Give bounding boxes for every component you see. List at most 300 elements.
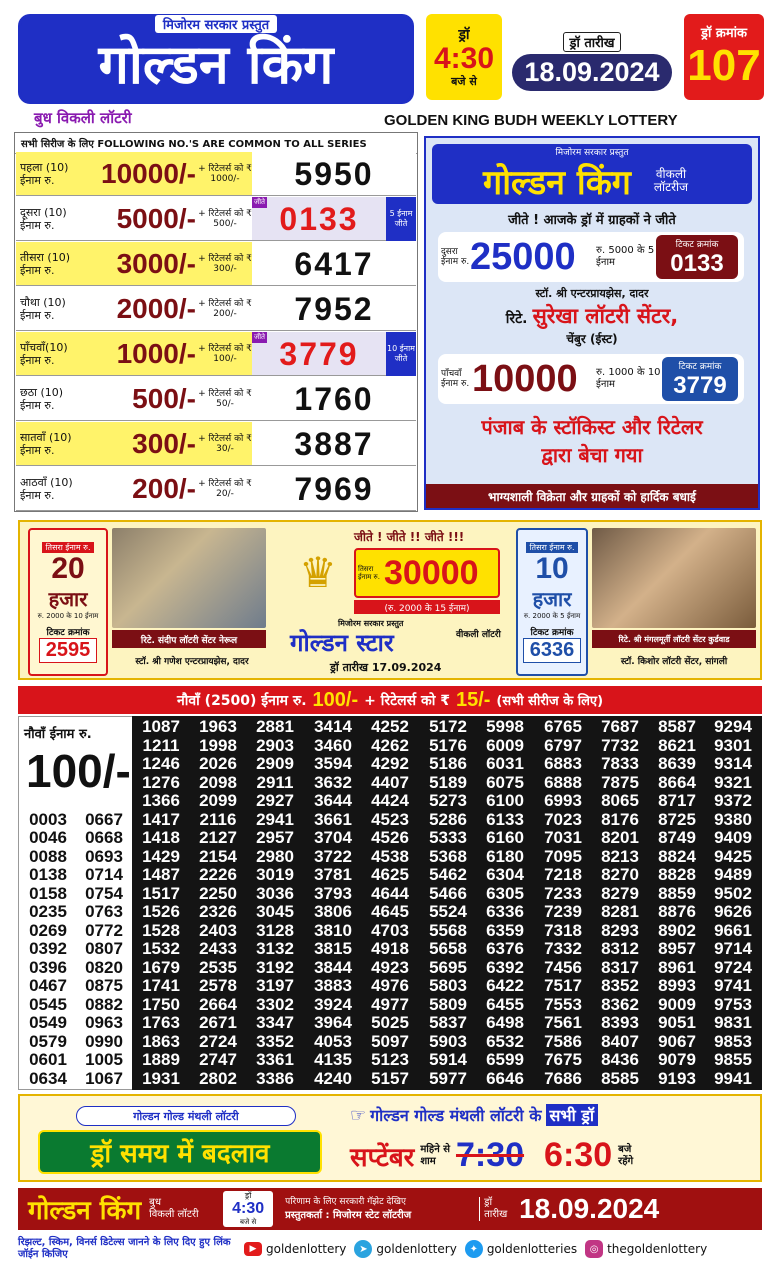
star-right-stockist: स्टॉ. किशोर लॉटरी सेंटर, सांगली [620,657,728,667]
ninth-number: 0601 [29,1050,67,1069]
ninth-number: 2026 [199,754,237,773]
footer-budh: बुध [149,1197,161,1208]
prize-number: 6417 [252,242,416,285]
ninth-number: 2154 [199,846,237,866]
footer-date-label: ड्रॉ तारीख [479,1197,513,1221]
promo-logo: गोल्डन किंग [483,162,631,203]
ninth-number: 2250 [199,883,237,903]
draw-time: 4:30 [433,42,495,75]
prize-row [16,467,416,511]
star-left-label: तिसरा ईनाम रु. [42,542,93,553]
ninth-number: 1418 [142,828,180,847]
ninth-number: 9067 [658,1031,696,1051]
ninth-number: 2941 [256,809,294,829]
ninth-number: 1741 [142,976,180,995]
ninth-number: 3036 [256,883,294,903]
draw-time-box [426,14,502,100]
gold-month: सप्टेंबर [350,1142,415,1173]
ninth-number: 6498 [486,1013,524,1032]
gold-from1: महिने से [420,1143,450,1155]
ninth-number: 9009 [658,994,696,1014]
telegram-icon: ➤ [354,1240,372,1258]
twitter-handle: goldenlotteries [486,1242,578,1256]
ninth-number: 2226 [199,865,237,884]
footer-gazette: परिणाम के लिए सरकारी गॅझेट देखिए [285,1197,406,1207]
box2-ticket: 3779 [673,371,727,399]
promo-logo-panel [432,144,752,204]
promo-weekly: वीकली लॉटरीज [653,166,689,194]
prize-label: दूसरा (10) ईनाम रु. [20,205,67,232]
draw-number: 107 [687,41,761,90]
ninth-number: 0158 [29,883,67,903]
star-right-photo [592,528,756,628]
ninth-number: 1998 [199,735,237,755]
ninth-number: 3352 [256,1031,294,1051]
ninth-number: 3302 [256,994,294,1014]
prize-row [16,377,416,421]
ninth-number: 3132 [256,939,294,958]
ninth-number: 9193 [658,1068,696,1088]
ninth-number: 7031 [544,828,582,847]
promo-footer: भाग्यशाली विक्रेता और ग्राहकों को हार्दिक बधाई [426,484,758,508]
gold-new-time: 6:30 [544,1136,613,1174]
ninth-number: 3128 [256,920,294,940]
telegram-link[interactable] [354,1240,456,1258]
ninth-number: 3045 [256,902,294,921]
gold-title: गोल्डन गोल्ड मंथली लॉटरी [76,1106,296,1126]
ninth-number: 8621 [658,735,696,755]
prize-note: 5 ईनाम जीते [386,197,416,241]
ninth-number: 5368 [429,846,467,866]
ninth-number: 2903 [256,735,294,755]
ninth-number: 8639 [658,754,696,773]
ninth-number: 0269 [29,920,67,940]
ninth-number: 2578 [199,976,237,995]
ninth-number: 1417 [142,809,180,829]
ninth-number: 0714 [85,865,123,884]
ninth-number: 3594 [314,754,352,773]
ninth-number: 3964 [314,1013,352,1032]
ninth-number: 9741 [714,976,752,995]
ninth-number: 2664 [199,994,237,1014]
ninth-number: 1931 [142,1068,180,1088]
ninth-number: 3883 [314,976,352,995]
promo-retailer-pre: रिटे. [505,311,528,327]
ninth-number: 1276 [142,772,180,792]
prize-label: तीसरा (10) ईनाम रु. [20,250,70,277]
ninth-number: 5025 [371,1013,409,1032]
ninth-banner-b: + रिटेलर्स को ₹ [364,692,450,709]
ninth-number: 8876 [658,902,696,921]
prize-amount: 200/- [132,472,196,504]
star-right-ticket: 6336 [523,638,582,663]
ninth-number: 0088 [29,846,67,866]
ninth-number: 6532 [486,1031,524,1051]
ninth-number: 6100 [486,791,524,810]
ninth-number: 3793 [314,883,352,903]
ninth-number: 0990 [85,1031,123,1051]
ninth-number: 6359 [486,920,524,940]
ninth-number: 2747 [199,1050,237,1069]
ninth-number: 9079 [658,1050,696,1069]
ninth-number: 2433 [199,939,237,958]
promo-box2 [438,354,744,404]
prize-label: पहला (10) ईनाम रु. [20,160,69,187]
ninth-number: 0549 [29,1013,67,1032]
ninth-number: 5903 [429,1031,467,1051]
footer-logo: गोल्डन किंग [28,1196,142,1226]
ninth-number: 8352 [601,976,639,995]
ninth-number: 8176 [601,809,639,829]
ninth-number: 3361 [256,1050,294,1069]
ninth-number: 9753 [714,994,752,1014]
star-right-retailer: रिटे. श्री मंगलमूर्ती लॉटरी सेंटर कुर्डवाड [592,630,756,648]
ninth-number: 7833 [601,754,639,773]
star-left-sub: रु. 2000 के 10 ईनाम [37,611,99,620]
ninth-number: 0772 [85,920,123,940]
ninth-number: 6797 [544,735,582,755]
ninth-number: 3460 [314,735,352,755]
draw-date-box [512,26,672,96]
ninth-number: 5466 [429,883,467,903]
prize-retailer: + रिटेलर्स को ₹ 1000/- [198,163,252,184]
winner-tag: जीते [254,333,265,341]
prize-label: पाँचवाँ(10) ईनाम रु. [20,340,68,367]
footer-time: 4:30 [232,1200,265,1217]
ninth-number: 5157 [371,1068,409,1088]
prize-number: 0133 [252,197,386,240]
ninth-number: 8585 [601,1068,639,1088]
ninth-number: 1517 [142,883,180,903]
star-right-ticket-label: टिकट क्रमांक [530,627,574,638]
ninth-number: 2099 [199,791,237,810]
youtube-link[interactable] [244,1242,346,1256]
prize-retailer: + रिटेलर्स को ₹ 300/- [198,253,252,274]
gold-notice [18,1094,762,1182]
star-mid-sub: (रु. 2000 के 15 ईनाम) [354,600,500,614]
ninth-label: नौवाँ ईनाम रु. [24,727,92,742]
subtitle-english: GOLDEN KING BUDH WEEKLY LOTTERY [384,112,678,129]
ninth-number: 8957 [658,939,696,958]
ninth-number: 2980 [256,846,294,866]
ninth-banner-a: नौवाँ (2500) ईनाम रु. [176,692,307,709]
ninth-number: 0875 [85,976,123,995]
ninth-number: 2535 [199,957,237,977]
ninth-number: 2802 [199,1068,237,1088]
ninth-number: 6599 [486,1050,524,1069]
ninth-number: 4923 [371,957,409,977]
star-mid-date: ड्रॉ तारीख 17.09.2024 [330,661,442,674]
golden-star-strip [18,520,762,680]
gold-stay1: बजे [618,1143,632,1155]
box2-sub: रु. 1000 के 10 ईनाम [596,367,661,390]
ninth-number: 6031 [486,754,524,773]
ninth-number: 2326 [199,902,237,921]
ninth-banner-ret: 15/- [455,688,491,711]
ninth-number: 6765 [544,717,582,736]
ninth-banner-c: (सभी सीरीज के लिए) [496,694,604,709]
footer-weekly: विकली लॉटरी [149,1209,199,1220]
star-left-badge [28,528,108,676]
ninth-number: 8393 [601,1013,639,1032]
star-left-photo [112,528,266,628]
ninth-number: 4538 [371,846,409,866]
prize-label: सातवाँ (10) ईनाम रु. [20,430,72,457]
prize-amount: 300/- [132,427,196,459]
star-left-big: 20 [51,551,85,585]
draw-time-suffix: बजे से [451,75,477,88]
ninth-number: 8270 [601,865,639,884]
ninth-number: 7561 [544,1013,582,1032]
ninth-number: 5803 [429,976,467,995]
ninth-number: 3661 [314,809,352,829]
ninth-number: 3781 [314,865,352,884]
ninth-number: 5695 [429,957,467,977]
ninth-number: 8362 [601,994,639,1014]
ninth-number: 9372 [714,791,752,810]
prize-label: चौथा (10) ईनाम रु. [20,295,66,322]
ninth-number: 8279 [601,883,639,903]
ninth-number: 4976 [371,976,409,995]
prize-number: 3887 [252,422,416,465]
ninth-number: 8993 [658,976,696,995]
footer-draw: ड्रॉ [244,1191,252,1200]
star-mid-logo: गोल्डन स्टार [290,629,394,657]
instagram-link[interactable] [585,1240,707,1258]
box2-amount: 10000 [472,357,578,400]
ninth-number: 9724 [714,957,752,977]
prize-amount: 500/- [132,382,196,414]
ninth-number: 0467 [29,976,67,995]
gold-line2 [350,1136,633,1175]
star-left-big2: हजार [48,586,88,611]
ninth-number: 5123 [371,1050,409,1069]
gold-from2: शाम [420,1155,436,1167]
ninth-number: 1526 [142,902,180,921]
draw-date: 18.09.2024 [512,54,671,91]
ninth-number: 6888 [544,772,582,792]
ninth-number: 8859 [658,883,696,903]
star-mid-presenter: मिजोरम सरकार प्रस्तुत [338,619,404,628]
ninth-number: 3019 [256,865,294,884]
ninth-number: 0046 [29,828,67,847]
promo-headline: जीते ! आजके ड्रॉ में ग्राहकों ने जीते [508,213,676,228]
ninth-number: 4645 [371,902,409,921]
ninth-number: 4262 [371,735,409,755]
ninth-number: 6392 [486,957,524,977]
promo-stockist: स्टॉ. श्री एन्टरप्रायझेस, दादर [535,287,649,300]
gold-stay2: रहेंगे [618,1155,634,1167]
star-right-label: तिसरा ईनाम रु. [526,542,577,553]
ninth-number: 4644 [371,883,409,903]
prize-amount: 1000/- [116,337,196,369]
ninth-number: 0693 [85,846,123,866]
ninth-number: 2957 [256,828,294,847]
ninth-number: 5998 [486,717,524,736]
ninth-number: 3386 [256,1068,294,1088]
ninth-number: 5977 [429,1068,467,1088]
twitter-icon: ✦ [465,1240,483,1258]
ninth-number: 3924 [314,994,352,1014]
ninth-number: 5462 [429,865,467,884]
promo-sold: पंजाब के स्टॉकिस्ट और रिटेलर द्वारा बेचा गया [481,415,703,467]
ninth-number: 7233 [544,883,582,903]
hand-point-icon: ☞ [350,1104,367,1126]
star-right-sub: रु. 2000 के 5 ईनाम [523,611,581,620]
ninth-number: 8213 [601,846,639,866]
ninth-number: 7095 [544,846,582,866]
promo-panel [424,136,760,510]
ninth-number: 8201 [601,828,639,847]
star-mid-amount: 30000 [384,553,479,592]
ninth-number: 2909 [256,754,294,773]
ninth-number: 1067 [85,1068,123,1088]
star-right-big: 10 [535,551,569,585]
prize-row [16,332,416,376]
ninth-number: 2911 [256,772,294,792]
ninth-number: 5189 [429,772,467,792]
box2-label: पाँचवाँ ईनाम रु. [441,369,470,389]
ninth-number: 7732 [601,735,639,755]
ninth-number: 0807 [85,939,123,958]
star-left-ticket: 2595 [39,638,98,663]
ninth-number: 9294 [714,717,752,736]
ninth-number: 4625 [371,865,409,884]
prize-retailer: + रिटेलर्स को ₹ 20/- [198,478,252,499]
winner-tag: जीते [254,198,265,206]
ninth-number: 9321 [714,772,752,792]
promo-presenter: मिजोरम सरकार प्रस्तुत [555,147,629,158]
ninth-number: 3815 [314,939,352,958]
ninth-number: 9853 [714,1031,752,1051]
ninth-number: 9831 [714,1013,752,1032]
prize-retailer: + रिटेलर्स को ₹ 500/- [198,208,252,229]
ninth-number: 7875 [601,772,639,792]
ninth-number: 7687 [601,717,639,736]
ninth-number: 9301 [714,735,752,755]
prize-label: छठा (10) ईनाम रु. [20,385,64,412]
prize-amount: 10000/- [101,157,196,189]
star-mid-weekly: वीकली लॉटरी [456,630,501,640]
ninth-number: 7675 [544,1050,582,1069]
star-mid-box [354,548,500,598]
ninth-number: 7686 [544,1068,582,1088]
ninth-number: 9714 [714,939,752,958]
ninth-number: 6133 [486,809,524,829]
ninth-number: 8717 [658,791,696,810]
ninth-number: 9661 [714,920,752,940]
ninth-number: 3806 [314,902,352,921]
instagram-icon: ◎ [585,1240,603,1258]
ninth-number: 3632 [314,772,352,792]
ninth-number: 0754 [85,883,123,903]
ninth-number: 9314 [714,754,752,773]
ninth-banner-amt: 100/- [312,688,359,711]
ninth-number: 2671 [199,1013,237,1032]
ninth-number: 4053 [314,1031,352,1051]
ninth-number: 7218 [544,865,582,884]
prize-number: 3779 [252,332,386,375]
ninth-number: 7553 [544,994,582,1014]
prize-row [16,422,416,466]
box1-amount: 25000 [470,235,576,278]
ninth-number: 7023 [544,809,582,829]
ninth-number: 2927 [256,791,294,810]
ninth-number: 0668 [85,828,123,847]
ninth-number: 8312 [601,939,639,958]
footer-bar [18,1188,762,1230]
ninth-number: 6180 [486,846,524,866]
ninth-number: 8436 [601,1050,639,1069]
draw-label: ड्रॉ [458,27,470,43]
prize-row [16,242,416,286]
ninth-number: 4523 [371,809,409,829]
ninth-number: 1532 [142,939,180,958]
ninth-number: 5524 [429,902,467,921]
ninth-number: 1963 [199,717,237,736]
twitter-link[interactable] [465,1240,577,1258]
ninth-number: 0392 [29,939,67,958]
crown-icon: ♛ [299,547,337,597]
ninth-number: 1366 [142,791,180,810]
ninth-number: 1429 [142,846,180,866]
date-label: ड्रॉ तारीख [563,32,622,52]
ninth-number: 4407 [371,772,409,792]
prize-retailer: + रिटेलर्स को ₹ 30/- [198,433,252,454]
social-bar [18,1232,762,1266]
ninth-number: 2881 [256,717,294,736]
prize-number: 5950 [252,152,416,195]
ninth-number: 8317 [601,957,639,977]
prize-retailer: + रिटेलर्स को ₹ 100/- [198,343,252,364]
prize-number: 7969 [252,467,416,510]
ninth-number: 0882 [85,994,123,1014]
ninth-number: 8293 [601,920,639,940]
ninth-number: 3197 [256,976,294,995]
ninth-number: 6305 [486,883,524,903]
ninth-number: 2127 [199,828,237,847]
promo-retailer: सुरेखा लॉटरी सेंटर, [532,304,679,328]
ninth-number: 1889 [142,1050,180,1069]
star-mid-cheer: जीते ! जीते !! जीते !!! [354,530,465,544]
footer-join: रिझल्ट, स्किम, विनर्स डिटेल्स जानने के लिए दिए हुए लिंक जॉईन किजिए [18,1237,231,1260]
ninth-number: 8902 [658,920,696,940]
footer-presenter: प्रस्तुतकर्ता : मिजोरम स्टेट लॉटरीज [285,1210,412,1221]
ninth-number: 9380 [714,809,752,829]
ninth-number: 9489 [714,865,752,884]
ninth-number: 5658 [429,939,467,958]
ninth-number: 6075 [486,772,524,792]
prize-amount: 3000/- [116,247,196,279]
ninth-number: 8587 [658,717,696,736]
ninth-number: 6160 [486,828,524,847]
star-mid-label: तिसरा ईनाम रु. [358,565,380,581]
ninth-number: 5837 [429,1013,467,1032]
youtube-handle: goldenlottery [266,1242,347,1256]
ninth-number: 6422 [486,976,524,995]
ninth-number: 0579 [29,1031,67,1051]
promo-retailer-line [426,302,758,330]
ninth-number: 0396 [29,957,67,977]
ninth-number: 5333 [429,828,467,847]
prize-row [16,197,416,241]
ninth-number: 0138 [29,865,67,884]
ninth-number: 8828 [658,865,696,884]
ninth-number: 4135 [314,1050,352,1069]
prize-note: 10 ईनाम जीते [386,332,416,376]
ninth-number: 7239 [544,902,582,921]
ninth-number: 5186 [429,754,467,773]
